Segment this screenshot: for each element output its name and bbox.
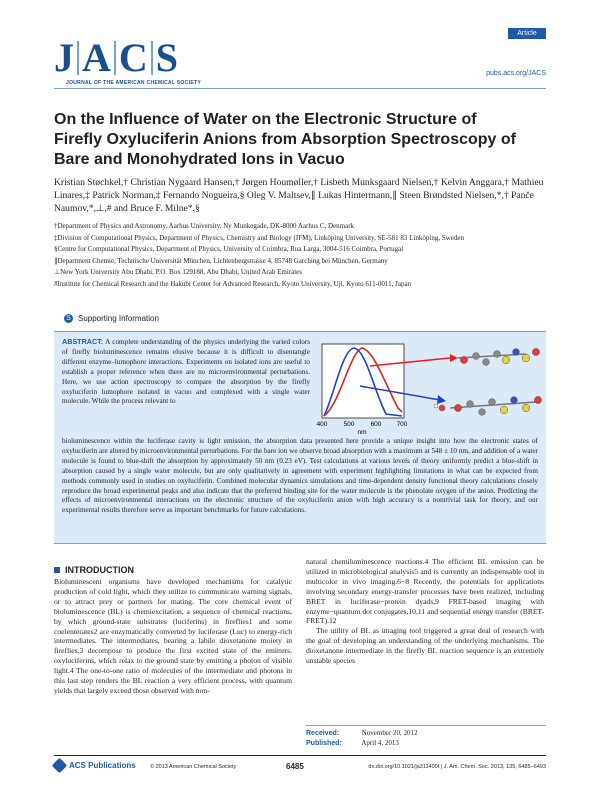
- x-axis-label: nm: [357, 429, 367, 436]
- supporting-info-label: Supporting Information: [78, 314, 159, 323]
- logo-letter-a: A: [82, 35, 111, 80]
- journal-url-link[interactable]: pubs.acs.org/JACS: [486, 70, 546, 77]
- received-label: Received:: [306, 730, 340, 737]
- abstract-label: ABSTRACT:: [62, 337, 104, 346]
- plot-frame: [322, 344, 404, 418]
- spectrum-plot: [317, 344, 408, 436]
- logo-letter-j: J: [54, 35, 74, 80]
- journal-logo: [54, 35, 179, 80]
- page-number: 6485: [286, 762, 304, 771]
- journal-full-name: JOURNAL OF THE AMERICAN CHEMICAL SOCIETY: [66, 80, 201, 86]
- article-dates: [306, 725, 546, 748]
- copyright-notice: © 2013 American Chemical Society: [150, 764, 237, 770]
- received-date: November 20, 2012: [361, 729, 418, 737]
- abstract-text-bottom: bioluminescence within the luciferase cavity is light emission, the absorption data presented here provide a unique insight into how the electronic states of oxyluciferin are altered by microenvironmental perturbations. For the bare ion we observe broad absorption with a maximum at 548 ± 10 nm, and addition of a water molecule is found to blue-shift the absorption by approximately 50 nm (0.23 eV). Test calculations at various levels of theory uniformly predict a blue-shift in absorption caused by a single water molecule, but are only qualitatively in agreement with experiment highlighting limitations in what can be expected from methods commonly used in studies on oxyluciferin. Combined molecular dynamics simulations and time-dependent density functional theory calculations closely reproduce the broad experimental peaks and also indicate that the preferred binding site for the water molecule is the phenolate oxygen of the anion. Predicting the effects of microenvironmental interactions on the electronic structure of the oxyluciferin anion with high accuracy is a nontrivial task for theory, and our experimental results therefore serve as important benchmarks for future calculations.: [62, 437, 538, 515]
- logo-letter-c: C: [118, 35, 148, 80]
- doi-citation-link[interactable]: dx.doi.org/10.1021/ja311400t | J. Am. Chem. Soc. 2013, 135, 6485−6493: [368, 764, 546, 770]
- published-label: Published:: [306, 739, 342, 747]
- hydrated-molecule-illustration: [434, 396, 542, 415]
- header-divider: [54, 88, 546, 89]
- intro-left-column: [54, 577, 292, 696]
- supporting-information-link[interactable]: [64, 314, 159, 323]
- footer-divider: [54, 755, 546, 756]
- introduction-heading: [54, 565, 134, 575]
- intro-paragraph-1-cont: natural chemiluminescence reactions.4 The efficient BL emission can be utilized in microbiological analysis5 and is currently an indispensable tool in multicolor in vivo imaging.6−8 Recently, the potentials for applications involving secondary energy-transfer processes have been realized, including BRET in luciferase−protein dyads,9 FRET-based imaging with enzyme−quantum dot conjugates,10,11 and sequential energy transfer (BRET-FRET).12: [306, 557, 544, 626]
- affiliations: [54, 222, 546, 292]
- x-tick-500: 500: [343, 421, 355, 428]
- abstract-text-top: [62, 337, 310, 407]
- received-date-row: [306, 729, 546, 739]
- introduction-heading-text: INTRODUCTION: [65, 565, 134, 575]
- x-tick-700: 700: [396, 421, 408, 428]
- published-date: April 4, 2013: [361, 738, 399, 747]
- affiliation-1: †Department of Physics and Astronomy, Aarhus University, Ny Munkegade, DK-8000 Aarhus C, Denmark: [54, 222, 355, 230]
- abstract-body-top: A complete understanding of the physics underlying the varied colors of firefly bioluminescence remains elusive because it is difficult to disentangle different enzyme–lumophore interactions. Experiments on isolated ions are useful to establish a proper reference when there are no microenvironmental perturbations. Here, we use action spectroscopy to compare the absorption by the firefly oxyluciferin lumophore isolated in vacuo and complexed with a single water molecule. While the process relevant to: [62, 338, 310, 406]
- bare-molecule-illustration: [458, 348, 540, 365]
- article-type-badge: Article: [508, 28, 546, 39]
- intro-right-column: [306, 557, 544, 666]
- affiliation-6: #Institute for Chemical Research and the Hakubi Center for Advanced Research, Kyoto University, Uji, Kyoto 611-0011, Japan: [54, 279, 412, 288]
- hydrated-ion-arrowhead: [437, 395, 446, 404]
- affiliation-2: ‡Division of Computational Physics, Department of Physics, Chemistry and Biology (IFM), Linköping University, SE-581 83 Linköping, Sweden: [54, 233, 464, 242]
- bare-ion-arrowhead: [450, 354, 458, 362]
- intro-paragraph-2: The utility of BL as imaging tool triggered a great deal of research with the goal of developing an understanding of the underlying mechanisms. The dioxetanone intermediate in the firefly BL reaction sequence is an extremely unstable species: [306, 626, 544, 666]
- x-tick-600: 600: [370, 421, 382, 428]
- author-list: Kristian Støchkel,† Christian Nygaard Hansen,† Jørgen Houmøller,† Lisbeth Munksgaard Nielsen,† Kelvin Anggara,† Mathieu Linares,‡ Patrick Norman,‡ Fernando Nogueira,§ Oleg V. Maltsev,∥ Lukas Hintermann,∥ Steen Brøndsted Nielsen,*,† Panče Naumov,*,⊥,# and Bruce F. Milne*,§: [54, 177, 544, 214]
- intro-paragraph-1: Bioluminescent organisms have developed mechanisms for catalytic production of cold light, which they utilize to communicate warning signals, or to attract prey or partners for mating. The core chemical event of bioluminescence (BL) is chemiexcitation, a sequence of chemical reactions, by which ground-state substrates (luciferins) in fireflies1 and some coelenterates2 are enzymatically converted by luciferase (Luc) to energy-rich intermediates. The intermediates, bearing a labile dioxetanone moiety in fireflies,3 decompose to produce the first excited state of the emitters, oxyluciferins, which relax to the ground state by emitting a photon of visible light.4 The one-to-one ratio of molecules of the intermediate and photons in this last step renders the BL reaction a very efficient process, with quantum yields that largely exceed those observed with non-: [54, 577, 292, 695]
- logo-letter-s: S: [155, 35, 179, 80]
- article-title: On the Influence of Water on the Electronic Structure of Firefly Oxyluciferin Anions from Absorption Spectroscopy of Bare and Monohydrated Ions in Vacuo: [54, 111, 516, 168]
- acs-hexagon-icon: [52, 758, 68, 774]
- affiliation-5: ⊥New York University Abu Dhabi, P.O. Box 129188, Abu Dhabi, United Arab Emirates: [54, 268, 302, 277]
- publisher-name: ACS Publications: [69, 761, 136, 770]
- section-marker-icon: [54, 567, 60, 573]
- acs-publications-logo: [54, 760, 136, 771]
- published-date-row: [306, 739, 546, 749]
- x-tick-400: 400: [316, 421, 328, 428]
- supporting-info-icon: S: [64, 314, 73, 323]
- affiliation-4: ∥Department Chemie, Technische Universität München, Lichtenbergstrasse 4, 85748 Garching bei München, Germany: [54, 256, 388, 265]
- toc-graphic: [300, 336, 546, 436]
- affiliation-3: §Centre for Computational Physics, Department of Physics, University of Coimbra, Rua Larga, 3004-516 Coimbra, Portugal: [54, 245, 404, 254]
